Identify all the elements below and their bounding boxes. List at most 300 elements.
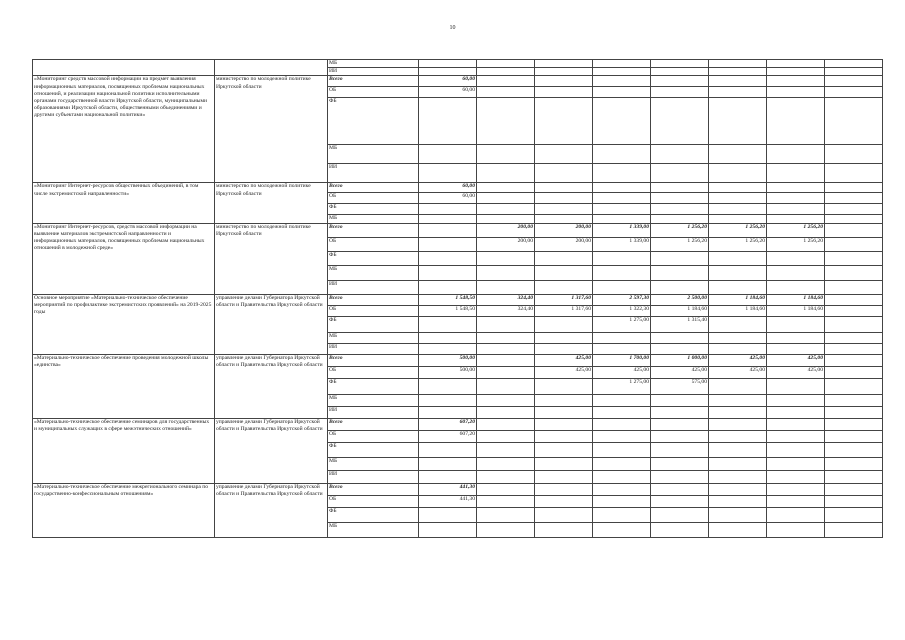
amount-cell [419,164,477,183]
amount-cell: 200,00 [477,223,535,237]
amount-cell [825,280,883,294]
amount-cell [477,98,535,145]
amount-cell [477,316,535,332]
amount-cell [709,87,767,98]
amount-cell [767,193,825,204]
amount-cell [593,215,651,223]
amount-cell [825,237,883,251]
amount-cell [651,183,709,193]
amount-cell [419,68,477,76]
amount-cell [709,507,767,522]
funding-source: ФБ [328,98,419,145]
amount-cell [709,265,767,280]
amount-cell [825,354,883,366]
amount-cell [767,495,825,507]
funding-source: Всего [328,418,419,430]
amount-cell [477,394,535,406]
amount-cell [651,68,709,76]
responsible-executor: управление делами Губернатора Иркутской области и Правительства Иркутской области [215,418,328,483]
amount-cell: 1 000,00 [651,354,709,366]
funding-source: ФБ [328,251,419,265]
amount-cell [767,204,825,215]
funding-source: ИИ [328,470,419,483]
activity-name: Основное мероприятие «Материально-техническое обеспечение мероприятий по профилактике экстремистских проявлений» на 2019-2025 годы [33,294,215,354]
amount-cell [651,495,709,507]
amount-cell [477,378,535,394]
amount-cell [825,378,883,394]
amount-cell [477,145,535,164]
amount-cell [825,522,883,537]
table-row [33,294,883,305]
activity-name: «Мониторинг средств массовой информации на предмет выявления информационных материалов, посвященных проблемам национальных отношений, и реализации национальной политики исполнительными органами государственной власти Иркутской области, муниципальными образованиями Иркутской области, общественными объединениями и другими субъектами национальной политики» [33,76,215,183]
amount-cell: 200,00 [535,223,593,237]
amount-cell [709,98,767,145]
amount-cell [709,193,767,204]
amount-cell [767,145,825,164]
responsible-executor [215,60,328,76]
amount-cell [535,76,593,87]
amount-cell [651,522,709,537]
amount-cell [535,332,593,343]
amount-cell [535,316,593,332]
funding-source: МБ [328,215,419,223]
amount-cell: 425,00 [535,354,593,366]
amount-cell [825,332,883,343]
amount-cell [709,457,767,470]
amount-cell: 425,00 [767,366,825,378]
amount-cell [825,223,883,237]
amount-cell [825,60,883,68]
amount-cell [477,164,535,183]
amount-cell [535,378,593,394]
amount-cell [593,145,651,164]
amount-cell: 1 548,50 [419,305,477,316]
funding-source: ФБ [328,442,419,457]
amount-cell: 200,00 [477,237,535,251]
amount-cell [593,280,651,294]
amount-cell [767,406,825,418]
amount-cell: 425,00 [709,354,767,366]
amount-cell: 1 256,20 [709,237,767,251]
amount-cell [651,87,709,98]
funding-source: ОБ [328,495,419,507]
amount-cell [709,251,767,265]
amount-cell [767,68,825,76]
amount-cell: 500,00 [419,354,477,366]
amount-cell [419,507,477,522]
amount-cell [651,98,709,145]
amount-cell [651,251,709,265]
amount-cell [709,406,767,418]
amount-cell [709,280,767,294]
amount-cell [419,343,477,354]
responsible-executor: управление делами Губернатора Иркутской области и Правительства Иркутской области [215,354,328,418]
amount-cell [477,470,535,483]
responsible-executor: управление делами Губернатора Иркутской области и Правительства Иркутской области [215,483,328,537]
amount-cell: 1 184,60 [767,294,825,305]
amount-cell [535,60,593,68]
amount-cell [709,145,767,164]
funding-source: ФБ [328,204,419,215]
table-row [33,76,883,87]
amount-cell [709,68,767,76]
amount-cell [709,483,767,495]
funding-source: ОБ [328,237,419,251]
amount-cell [593,406,651,418]
amount-cell [709,442,767,457]
funding-source: ИИ [328,164,419,183]
amount-cell [477,483,535,495]
amount-cell [767,483,825,495]
amount-cell [709,204,767,215]
amount-cell [593,394,651,406]
funding-source: МБ [328,457,419,470]
amount-cell [535,265,593,280]
amount-cell: 1 256,20 [767,237,825,251]
amount-cell [709,378,767,394]
funding-source: МБ [328,522,419,537]
amount-cell [651,418,709,430]
amount-cell: 60,00 [419,87,477,98]
amount-cell [593,507,651,522]
amount-cell: 425,00 [535,366,593,378]
amount-cell [709,60,767,68]
amount-cell: 1 700,00 [593,354,651,366]
table-row [33,354,883,366]
amount-cell [477,193,535,204]
amount-cell [767,522,825,537]
amount-cell [593,265,651,280]
responsible-executor: управление делами Губернатора Иркутской области и Правительства Иркутской области [215,294,328,354]
amount-cell [419,470,477,483]
amount-cell [651,265,709,280]
amount-cell [825,76,883,87]
amount-cell [419,237,477,251]
funding-source: Всего [328,183,419,193]
amount-cell [593,60,651,68]
amount-cell: 1 184,60 [651,305,709,316]
amount-cell [767,251,825,265]
amount-cell [593,495,651,507]
amount-cell [825,430,883,442]
amount-cell [535,183,593,193]
amount-cell [825,68,883,76]
amount-cell [477,204,535,215]
amount-cell [825,193,883,204]
amount-cell [651,76,709,87]
amount-cell [767,430,825,442]
amount-cell [825,406,883,418]
amount-cell [535,394,593,406]
amount-cell [419,457,477,470]
amount-cell: 60,00 [419,183,477,193]
amount-cell [419,316,477,332]
amount-cell [593,343,651,354]
amount-cell [535,522,593,537]
amount-cell [651,394,709,406]
amount-cell [767,87,825,98]
amount-cell [767,316,825,332]
amount-cell [477,457,535,470]
amount-cell: 200,00 [535,237,593,251]
table-row [33,223,883,237]
amount-cell [709,418,767,430]
amount-cell [825,265,883,280]
amount-cell: 1 275,00 [593,378,651,394]
funding-source: ФБ [328,316,419,332]
amount-cell [709,215,767,223]
amount-cell [593,164,651,183]
funding-source: Всего [328,294,419,305]
amount-cell [535,280,593,294]
amount-cell [825,366,883,378]
amount-cell [477,280,535,294]
amount-cell [593,87,651,98]
amount-cell [419,98,477,145]
amount-cell [767,60,825,68]
amount-cell [825,204,883,215]
amount-cell [825,418,883,430]
amount-cell [535,418,593,430]
amount-cell [709,183,767,193]
amount-cell [477,366,535,378]
amount-cell [477,76,535,87]
table-row [33,183,883,193]
amount-cell [651,215,709,223]
amount-cell: 1 275,00 [593,316,651,332]
amount-cell [419,442,477,457]
amount-cell [535,204,593,215]
amount-cell [477,183,535,193]
amount-cell [419,60,477,68]
amount-cell [651,343,709,354]
amount-cell [825,394,883,406]
amount-cell [767,470,825,483]
amount-cell: 1 256,20 [767,223,825,237]
amount-cell [535,406,593,418]
activity-name: «Материально-техническое обеспечение семинаров для государственных и муниципальных служащих в сфере межэтнических отношений» [33,418,215,483]
amount-cell [593,430,651,442]
amount-cell [709,164,767,183]
amount-cell [767,183,825,193]
amount-cell [477,265,535,280]
amount-cell: 1 256,20 [651,223,709,237]
amount-cell [593,522,651,537]
amount-cell [709,394,767,406]
amount-cell [767,442,825,457]
funding-source: Всего [328,76,419,87]
amount-cell [477,418,535,430]
amount-cell [477,406,535,418]
funding-source: ИИ [328,280,419,294]
amount-cell [593,204,651,215]
amount-cell: 324,40 [477,305,535,316]
amount-cell [477,495,535,507]
funding-source: ИИ [328,68,419,76]
amount-cell [477,87,535,98]
amount-cell: 324,40 [477,294,535,305]
amount-cell [535,251,593,265]
amount-cell [593,332,651,343]
amount-cell: 425,00 [651,366,709,378]
funding-source: МБ [328,332,419,343]
amount-cell [477,442,535,457]
amount-cell [593,98,651,145]
funding-source: МБ [328,394,419,406]
activity-name [33,60,215,76]
amount-cell [477,332,535,343]
amount-cell [825,164,883,183]
page-number: 10 [449,25,456,31]
amount-cell: 1 184,60 [767,305,825,316]
amount-cell [535,495,593,507]
funding-source: ОБ [328,87,419,98]
amount-cell [535,87,593,98]
amount-cell: 1 184,60 [709,294,767,305]
responsible-executor: министерство по молодежной политике Иркутской области [215,223,328,294]
amount-cell: 60,00 [419,76,477,87]
amount-cell [651,280,709,294]
table-row [33,483,883,495]
amount-cell [535,343,593,354]
amount-cell [419,215,477,223]
funding-source: ОБ [328,366,419,378]
amount-cell [593,418,651,430]
funding-source: МБ [328,60,419,68]
amount-cell: 441,30 [419,495,477,507]
responsible-executor: министерство по молодежной политике Иркутской области [215,183,328,223]
amount-cell [767,394,825,406]
amount-cell [767,507,825,522]
funding-source: МБ [328,265,419,280]
amount-cell [825,343,883,354]
amount-cell [709,316,767,332]
amount-cell [535,68,593,76]
amount-cell [535,457,593,470]
amount-cell [477,215,535,223]
amount-cell [419,522,477,537]
amount-cell [709,343,767,354]
amount-cell [651,483,709,495]
amount-cell [709,332,767,343]
amount-cell [593,68,651,76]
amount-cell [419,204,477,215]
amount-cell [651,193,709,204]
funding-source: ФБ [328,378,419,394]
amount-cell [535,442,593,457]
amount-cell [477,507,535,522]
amount-cell [825,294,883,305]
amount-cell [767,76,825,87]
amount-cell [825,483,883,495]
funding-source: МБ [328,145,419,164]
funding-source: ОБ [328,193,419,204]
amount-cell [477,68,535,76]
amount-cell [535,145,593,164]
amount-cell: 1 339,00 [593,223,651,237]
amount-cell [825,183,883,193]
amount-cell [651,430,709,442]
amount-cell [651,332,709,343]
budget-table [32,59,883,538]
funding-source: Всего [328,223,419,237]
amount-cell: 607,20 [419,418,477,430]
amount-cell [651,145,709,164]
amount-cell [535,470,593,483]
amount-cell: 441,30 [419,483,477,495]
amount-cell [477,522,535,537]
amount-cell [535,98,593,145]
amount-cell [477,60,535,68]
funding-source: ОБ [328,430,419,442]
amount-cell: 425,00 [593,366,651,378]
amount-cell [767,457,825,470]
amount-cell [709,522,767,537]
amount-cell [767,98,825,145]
amount-cell [419,394,477,406]
amount-cell [767,418,825,430]
amount-cell [709,495,767,507]
activity-name: «Мониторинг Интернет-ресурсов общественных объединений, в том числе экстремистской направленности» [33,183,215,223]
amount-cell [419,378,477,394]
amount-cell [651,470,709,483]
amount-cell [419,265,477,280]
amount-cell [593,76,651,87]
amount-cell [593,483,651,495]
amount-cell [651,442,709,457]
amount-cell [767,378,825,394]
amount-cell [825,316,883,332]
amount-cell [825,507,883,522]
amount-cell [825,145,883,164]
amount-cell [535,193,593,204]
amount-cell: 1 317,60 [535,294,593,305]
activity-name: «Мониторинг Интернет-ресурсов, средств массовой информации на выявление материалов экстремистской направленности и информационных материалов, посвященных проблемам национальных отношений в молодежной среде» [33,223,215,294]
amount-cell [825,305,883,316]
activity-name: «Материально-техническое обеспечение межрегионального семинара по государственно-конфессиональным отношениям» [33,483,215,537]
table-row [33,418,883,430]
amount-cell [825,215,883,223]
amount-cell [651,204,709,215]
amount-cell [593,193,651,204]
responsible-executor: министерство по молодежной политике Иркутской области [215,76,328,183]
amount-cell [825,87,883,98]
amount-cell: 1 322,30 [593,305,651,316]
amount-cell [535,215,593,223]
amount-cell [825,251,883,265]
amount-cell [419,145,477,164]
amount-cell [709,430,767,442]
funding-source: Всего [328,483,419,495]
amount-cell [593,442,651,457]
amount-cell [419,251,477,265]
amount-cell [825,98,883,145]
amount-cell [709,470,767,483]
amount-cell [593,183,651,193]
amount-cell: 1 315,40 [651,316,709,332]
amount-cell [767,164,825,183]
amount-cell [651,406,709,418]
amount-cell [535,483,593,495]
amount-cell [651,457,709,470]
amount-cell [477,343,535,354]
amount-cell: 500,00 [419,366,477,378]
amount-cell [593,470,651,483]
amount-cell [535,430,593,442]
amount-cell [419,223,477,237]
activity-name: «Материально-техническое обеспечение проведения молодежной школы «единства» [33,354,215,418]
amount-cell [651,507,709,522]
